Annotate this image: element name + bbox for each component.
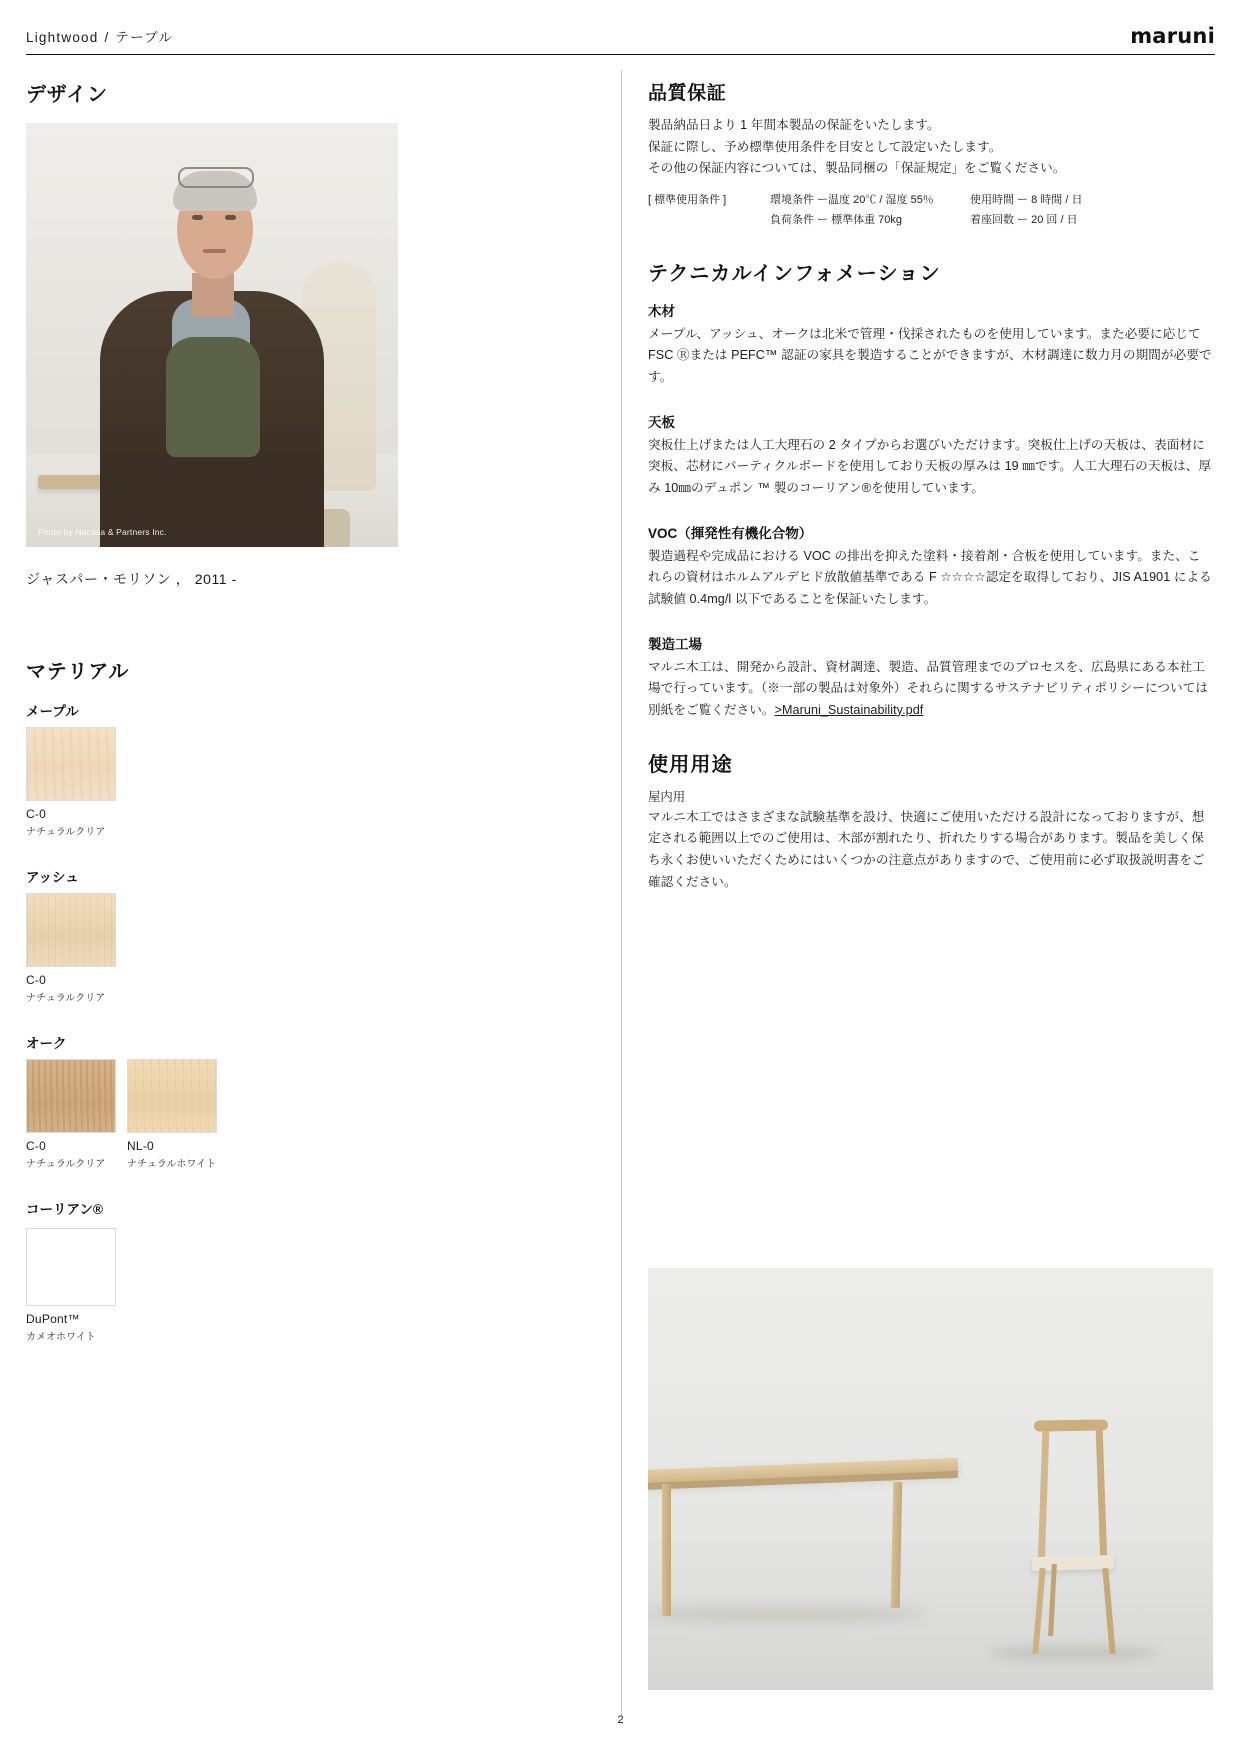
technical-factory-text: マルニ木工は、開発から設計、資材調達、製造、品質管理までのプロセスを、広島県にある本社工場で行っています。（※一部の製品は対象外）それらに関するサステナビリティポリシーについては別紙をご覧ください。	[648, 659, 1208, 717]
breadcrumb	[26, 26, 173, 46]
conditions-label-empty	[648, 210, 770, 230]
photo-person-eye-right	[225, 215, 236, 220]
conditions-label: [ 標準使用条件 ]	[648, 193, 727, 206]
technical-voc-body: 製造過程や完成品における VOC の排出を抑えた塗料・接着剤・合板を使用しています。また、これらの資材はホルムアルデヒド放散値基準である F ☆☆☆☆認定を取得しており、JIS A1901 による試験値 0.4mg/l 以下であることを保証いたします。	[648, 548, 1212, 606]
condition-load: 負荷条件 ー 標準体重 70kg	[770, 214, 903, 227]
technical-top-title: 天板	[648, 414, 675, 430]
material-heading: マテリアル	[26, 661, 130, 683]
swatch-item[interactable]	[26, 893, 116, 1004]
technical-factory-body	[648, 657, 1213, 722]
right-column	[648, 78, 1213, 893]
breadcrumb-product: Lightwood	[26, 30, 99, 45]
swatch-row-oak	[26, 1059, 616, 1170]
column-divider-bottom	[621, 1690, 622, 1716]
swatch-code: C-0	[26, 807, 47, 821]
swatch-code: C-0	[26, 1139, 47, 1153]
swatch-oak-nl0[interactable]	[127, 1059, 217, 1133]
swatch-row-ash	[26, 893, 616, 1004]
technical-heading: テクニカルインフォメーション	[648, 262, 941, 285]
left-column	[26, 78, 616, 1343]
swatch-row-maple	[26, 727, 616, 838]
material-group-label-oak: オーク	[26, 1036, 67, 1051]
photo-person-mouth	[203, 249, 226, 253]
sustainability-pdf-link[interactable]: >Maruni_Sustainability.pdf	[774, 702, 924, 717]
swatch-item[interactable]	[26, 1059, 116, 1170]
technical-wood-title: 木材	[648, 303, 675, 319]
swatch-code: C-0	[26, 973, 47, 987]
usage-subtitle: 屋内用	[648, 789, 686, 804]
swatch-name: ナチュラルクリア	[26, 827, 106, 838]
quality-line-2: 保証に際し、予め標準使用条件を目安として設定いたします。	[648, 139, 1002, 154]
material-group-label-ash: アッシュ	[26, 870, 79, 885]
swatch-row-corian	[26, 1228, 616, 1343]
table-leg-left	[662, 1484, 671, 1616]
quality-line-3: その他の保証内容については、製品同梱の「保証規定」をご覧ください。	[648, 161, 1066, 176]
breadcrumb-category: テーブル	[115, 30, 174, 45]
column-divider	[621, 70, 622, 1690]
technical-factory-title: 製造工場	[648, 636, 702, 652]
swatch-corian-cameo-white[interactable]	[26, 1228, 116, 1306]
breadcrumb-separator: /	[104, 30, 110, 45]
chair-shadow	[988, 1646, 1158, 1660]
table-row	[648, 210, 1213, 230]
chair-crest-rail	[1034, 1419, 1108, 1431]
swatch-item[interactable]	[26, 1228, 116, 1343]
swatch-code: NL-0	[127, 1139, 154, 1153]
table-row	[648, 190, 1213, 210]
spacer	[648, 722, 1213, 748]
photo-credit: Photo by Nacasa & Partners Inc.	[38, 527, 167, 537]
quality-heading: 品質保証	[648, 83, 727, 104]
swatch-oak-c0[interactable]	[26, 1059, 116, 1133]
swatch-maple-c0[interactable]	[26, 727, 116, 801]
swatch-name: ナチュラルホワイト	[127, 1159, 217, 1170]
condition-usage-time: 使用時間 ー 8 時間 / 日	[970, 193, 1083, 206]
condition-environment: 環境条件 ー温度 20℃ / 湿度 55％	[770, 193, 934, 206]
spacer	[648, 231, 1213, 257]
design-heading: デザイン	[26, 84, 108, 106]
swatch-ash-c0[interactable]	[26, 893, 116, 967]
table-shadow	[648, 1606, 928, 1622]
material-section	[26, 655, 616, 1343]
condition-sitting-count: 着座回数 ー 20 回 / 日	[970, 214, 1078, 227]
technical-voc-title: VOC（揮発性有機化合物）	[648, 525, 813, 541]
swatch-name: カメオホワイト	[26, 1332, 96, 1343]
photo-person-sweater	[166, 337, 260, 457]
material-group-label-maple: メープル	[26, 704, 79, 719]
technical-wood-body: メープル、アッシュ、オークは北米で管理・伐採されたものを使用しています。また必要に応じて FSC Ⓡまたは PEFC™ 認証の家具を製造することができますが、木材調達に数力月の期間が必要です。	[648, 326, 1212, 384]
swatch-code: DuPont™	[26, 1312, 80, 1326]
photo-person-eye-left	[192, 215, 203, 220]
swatch-name: ナチュラルクリア	[26, 1159, 106, 1170]
brand-logo: maruni	[1130, 24, 1215, 48]
quality-line-1: 製品納品日より 1 年間本製品の保証をいたします。	[648, 118, 940, 132]
page-header	[26, 26, 1215, 55]
swatch-name: ナチュラルクリア	[26, 993, 106, 1004]
swatch-item[interactable]	[26, 727, 116, 838]
material-group-label-corian: コーリアン®	[26, 1202, 103, 1217]
usage-heading: 使用用途	[648, 753, 733, 776]
technical-top-body: 突板仕上げまたは人工大理石の 2 タイプからお選びいただけます。突板仕上げの天板は、表面材に突板、芯材にパーティクルボードを使用しており天板の厚みは 19 ㎜です。人工大理石の天板は、厚み 10㎜のデュポン ™ 製のコーリアン®を使用しています。	[648, 437, 1212, 495]
swatch-item[interactable]	[127, 1059, 217, 1170]
product-photo	[648, 1268, 1213, 1690]
page-number: 2	[617, 1714, 624, 1726]
glasses-icon	[178, 167, 254, 188]
standard-conditions-table	[648, 190, 1213, 231]
usage-body: マルニ木工ではさまざまな試験基準を設け、快適にご使用いただける設計になっておりますが、想定される範囲以上でのご使用は、木部が割れたり、折れたりする場合があります。製品を美しく保ち永くお使いいただくためにはいくつかの注意点がありますので、ご使用前に必ず取扱説明書をご確認ください。	[648, 809, 1205, 889]
designer-caption: ジャスパー・モリソン ， 2011 -	[26, 571, 237, 587]
photo-person-neck	[192, 273, 234, 317]
designer-photo	[26, 123, 398, 547]
